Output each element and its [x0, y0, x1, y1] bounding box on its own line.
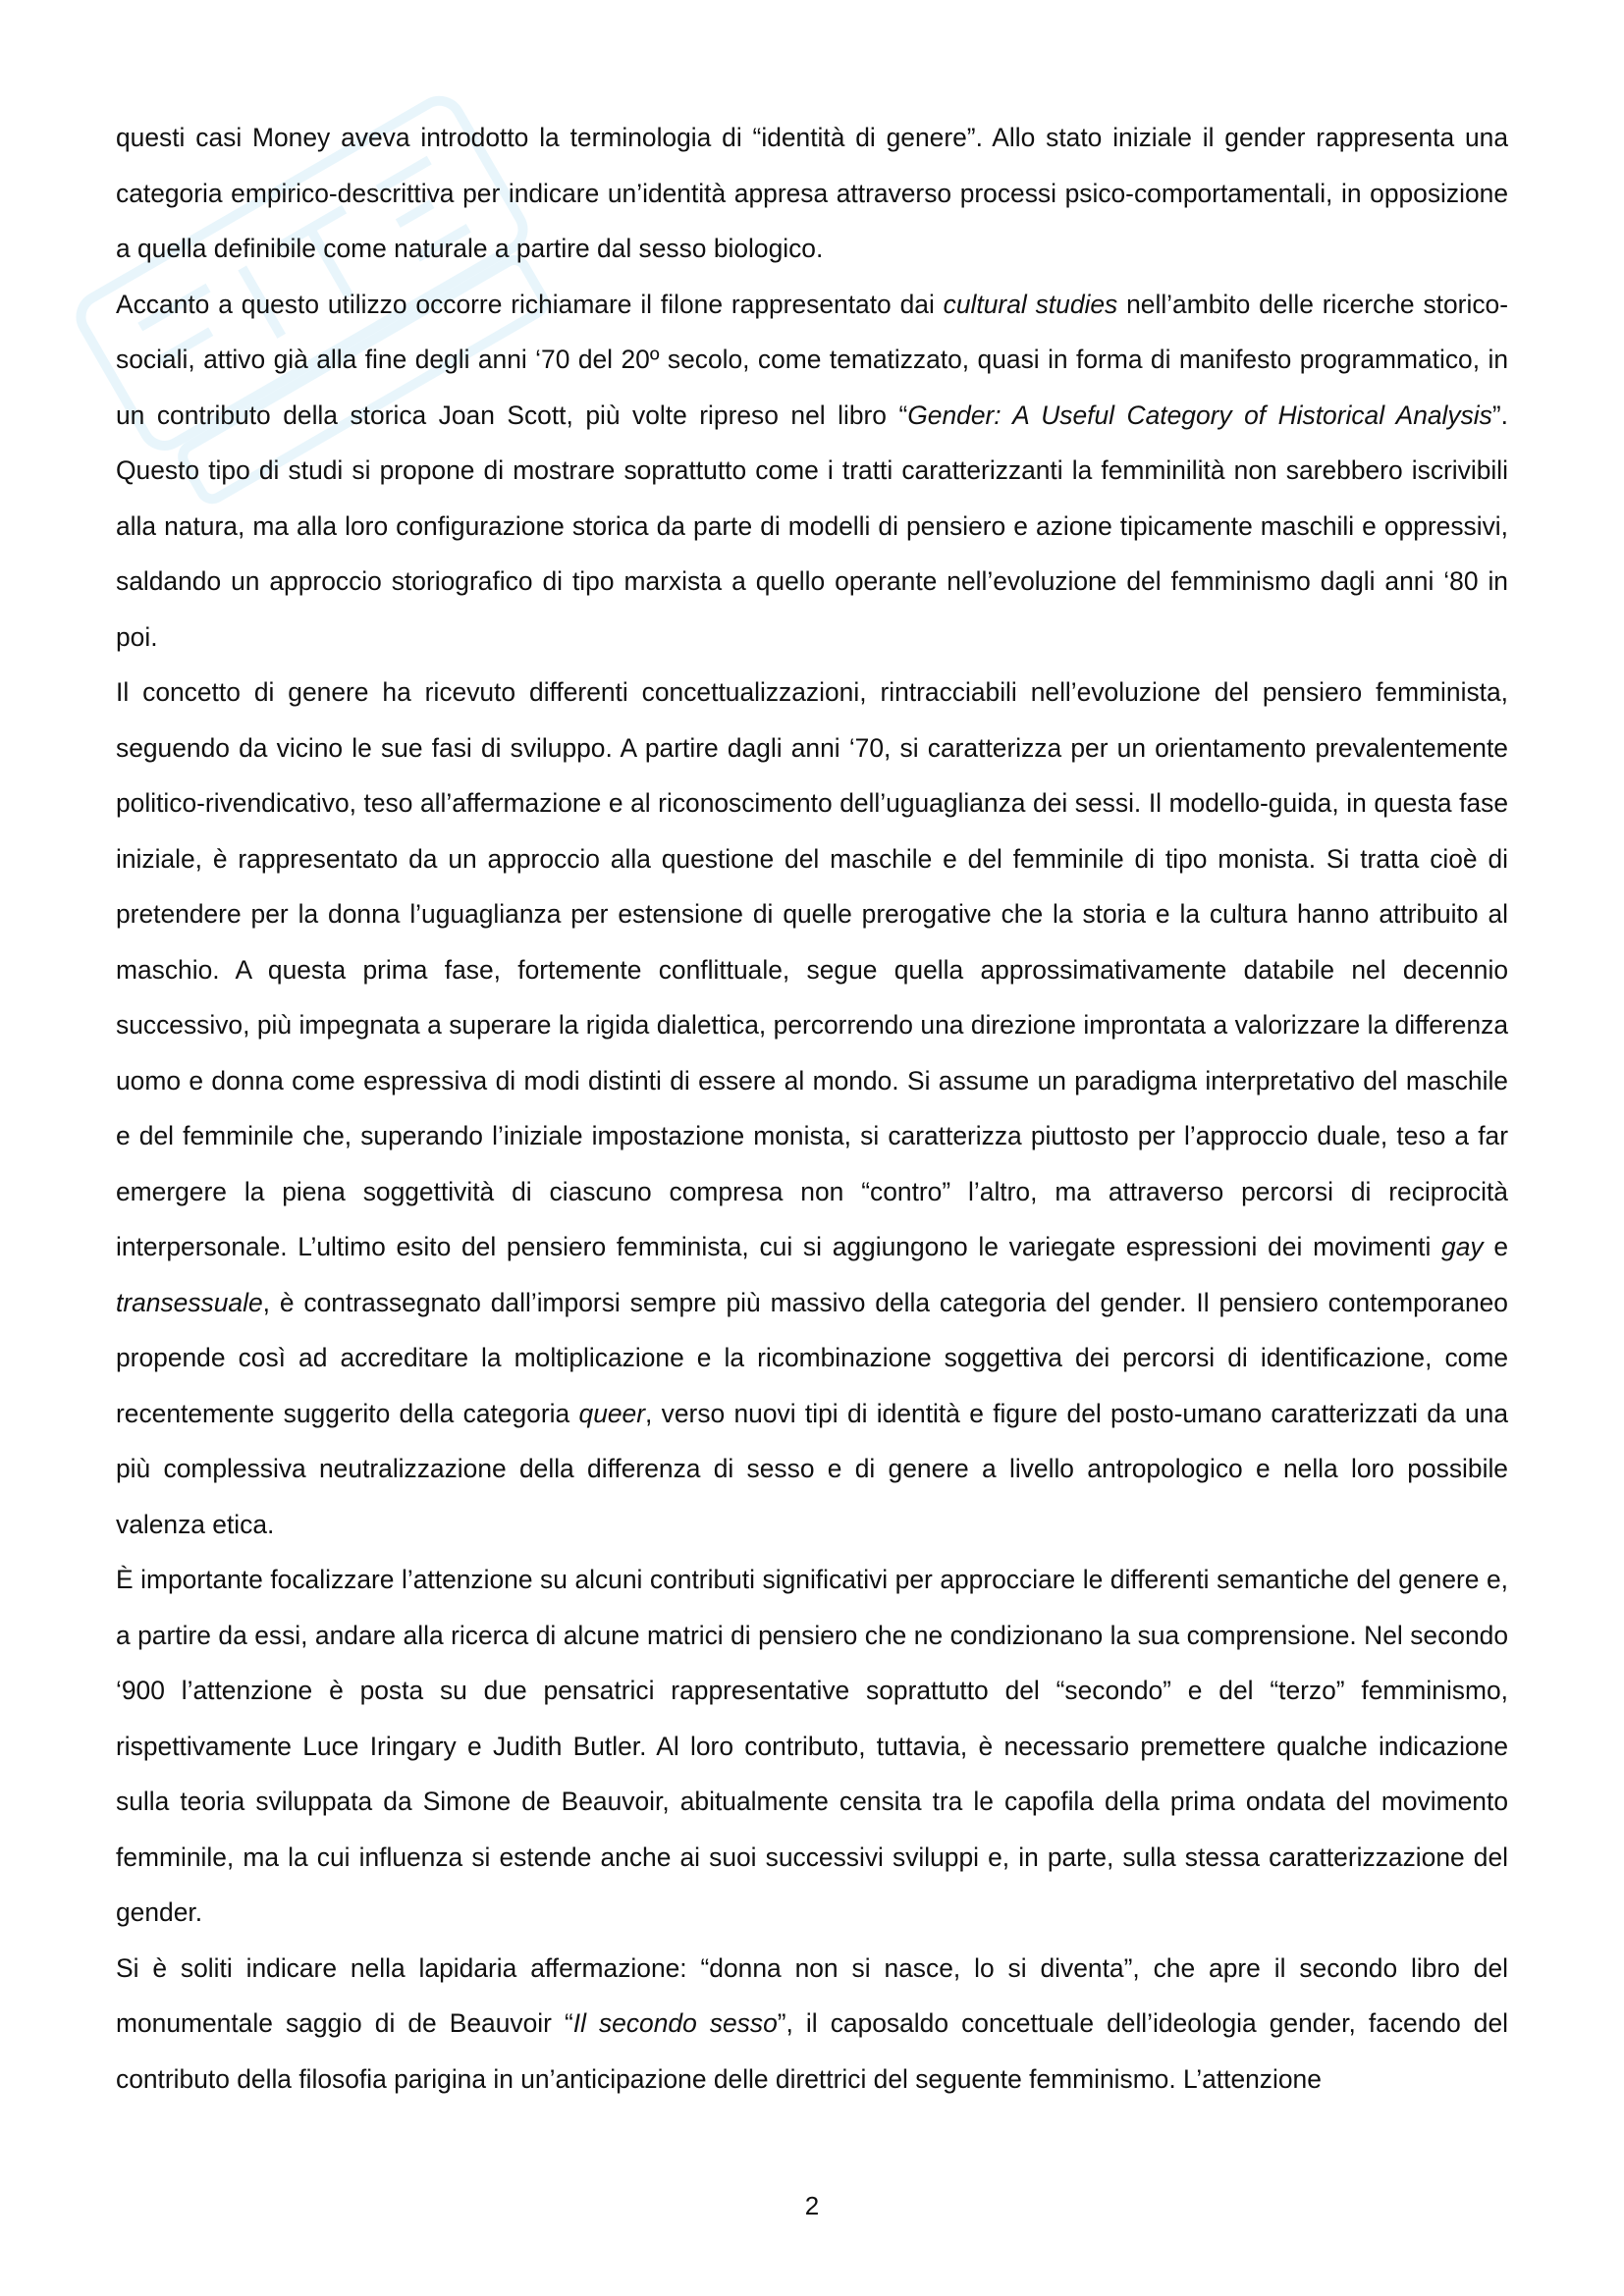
paragraph-p3 [116, 665, 1508, 1552]
italic-text: transessuale [116, 1287, 263, 1317]
paragraph-p4 [116, 1552, 1508, 1941]
paragraph-p5 [116, 1941, 1508, 2108]
paragraph-text: e [1483, 1232, 1509, 1261]
italic-text: Gender: A Useful Category of Historical Analysis [907, 400, 1492, 430]
italic-text: gay [1441, 1232, 1484, 1261]
document-body [116, 110, 1508, 2107]
paragraph-text: ”, il caposaldo concettuale dell’ideologia gender, facendo del contributo della filosofia parigina in un’anticipazione delle direttrici del seguente femminismo. L’attenzione [116, 2008, 1509, 2094]
paragraph-text: Si è soliti indicare nella lapidaria affermazione: “donna non si nasce, lo si diventa”, che apre il secondo libro del monumentale saggio di de Beauvoir “ [116, 1952, 1508, 2038]
paragraph-text: , è contrassegnato dall’imporsi sempre più massivo della categoria del gender. Il pensiero contemporaneo propende così ad accreditare la moltiplicazione e la ricombinazione soggettiva dei percorsi di identificazione, come recentemente suggerito della categoria [116, 1287, 1508, 1428]
paragraph-text: ”. Questo tipo di studi si propone di mostrare soprattutto come i tratti caratterizzanti la femminilità non sarebbero iscrivibili alla natura, ma alla loro configurazione storica da parte di modelli di pensiero e azione tipicamente maschili e oppressivi, saldando un approccio storiografico di tipo marxista a quello operante nell’evoluzione del femminismo dagli anni ‘80 in poi. [116, 400, 1508, 652]
italic-text: Il secondo sesso [572, 2008, 778, 2038]
italic-text: cultural studies [943, 289, 1118, 319]
paragraph-text: È importante focalizzare l’attenzione su alcuni contributi significativi per approcciare le differenti semantiche del genere e, a partire da essi, andare alla ricerca di alcune matrici di pensiero che ne condizionano la sua comprensione. Nel secondo ‘900 l’attenzione è posta su due pensatrici rappresentative soprattutto del “secondo” e del “terzo” femminismo, rispettivamente Luce Iringary e Judith Butler. Al loro contributo, tuttavia, è necessario premettere qualche indicazione sulla teoria sviluppata da Simone de Beauvoir, abitualmente censita tra le capofila della prima ondata del movimento femminile, ma la cui influenza si estende anche ai suoi successivi sviluppi e, in parte, sulla stessa caratterizzazione del gender. [116, 1565, 1508, 1927]
paragraph-text: Accanto a questo utilizzo occorre richiamare il filone rappresentato dai [116, 289, 944, 319]
italic-text: queer [578, 1398, 646, 1428]
paragraph-text: Il concetto di genere ha ricevuto differenti concettualizzazioni, rintracciabili nell’evoluzione del pensiero femminista, seguendo da vicino le sue fasi di sviluppo. A partire dagli anni ‘70, si caratterizza per un orientamento prevalentemente politico-rivendicativo, teso all’affermazione e al riconoscimento dell’uguaglianza dei sessi. Il modello-guida, in questa fase iniziale, è rappresentato da un approccio alla questione del maschile e del femminile di tipo monista. Si tratta cioè di pretendere per la donna l’uguaglianza per estensione di quelle prerogative che la storia e la cultura hanno attribuito al maschio. A questa prima fase, fortemente conflittuale, segue quella approssimativamente databile nel decennio successivo, più impegnata a superare la rigida dialettica, percorrendo una direzione improntata a valorizzare la differenza uomo e donna come espressiva di modi distinti di essere al mondo. Si assume un paradigma interpretativo del maschile e del femminile che, superando l’iniziale impostazione monista, si caratterizza piuttosto per l’approccio duale, teso a far emergere la piena soggettività di ciascuno compresa non “contro” l’altro, ma attraverso percorsi di reciprocità interpersonale. L’ultimo esito del pensiero femminista, cui si aggiungono le variegate espressioni dei movimenti [116, 677, 1508, 1261]
paragraph-text: questi casi Money aveva introdotto la terminologia di “identità di genere”. Allo stato iniziale il gender rappresenta una categoria empirico-descrittiva per indicare un’identità appresa attraverso processi psico-comportamentali, in opposizione a quella definibile come naturale a partire dal sesso biologico. [116, 123, 1508, 263]
page-number: 2 [804, 2191, 820, 2220]
paragraph-p1 [116, 110, 1508, 277]
paragraph-text: , verso nuovi tipi di identità e figure del posto-umano caratterizzati da una più complessiva neutralizzazione della differenza di sesso e di genere a livello antropologico e nella loro possibile valenza etica. [116, 1398, 1509, 1539]
paragraph-p2 [116, 277, 1508, 666]
paragraph-text: nell’ambito delle ricerche storico-sociali, attivo già alla fine degli anni ‘70 del 20º secolo, come tematizzato, quasi in forma di manifesto programmatico, in un contributo della storica Joan Scott, più volte ripreso nel libro “ [116, 289, 1508, 430]
